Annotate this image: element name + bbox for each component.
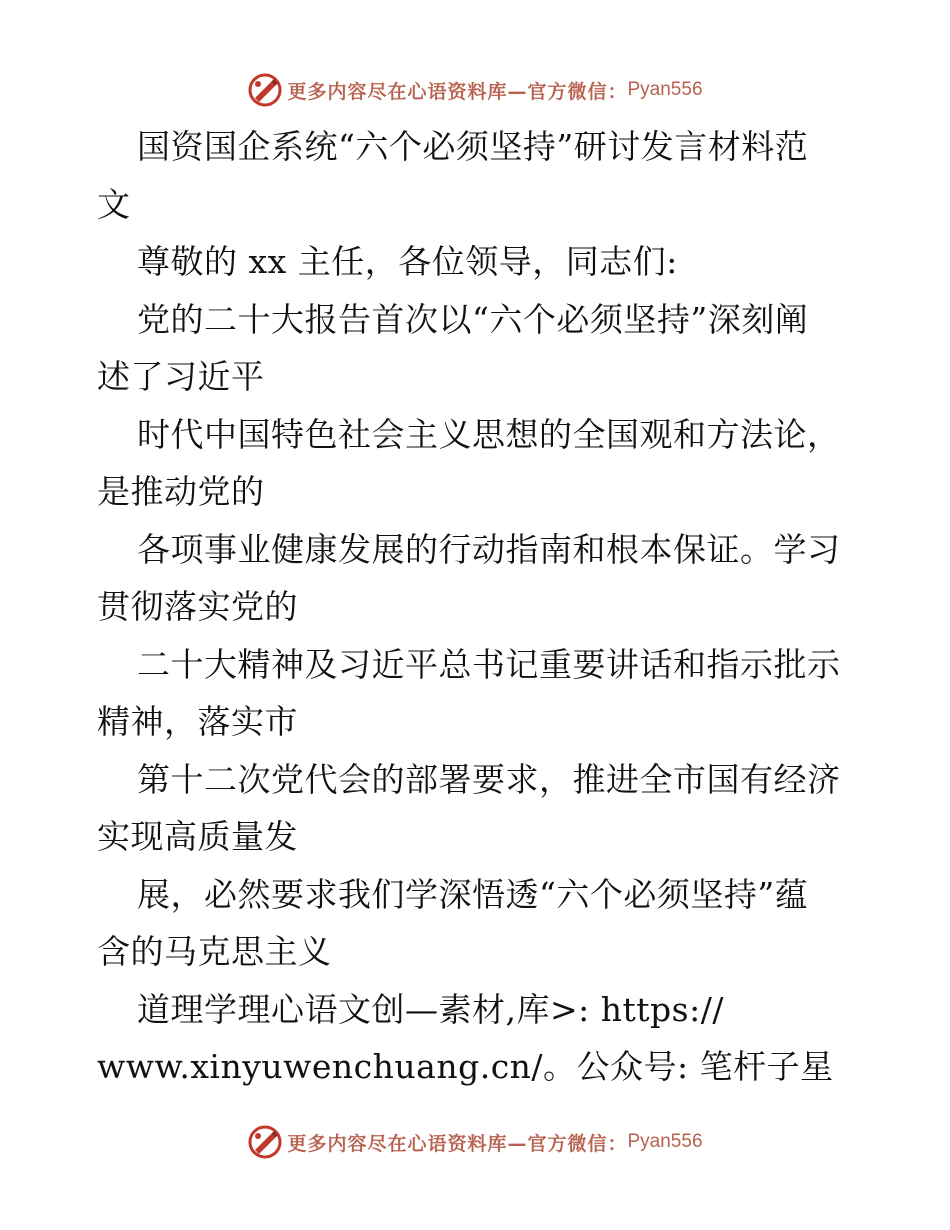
paragraph-line: 二十大精神及习近平总书记重要讲话和指示批示 bbox=[137, 644, 841, 684]
paragraph-line: 是推动党的 bbox=[97, 472, 265, 511]
footer-banner bbox=[0, 1122, 950, 1162]
title-line-2: 文 bbox=[97, 184, 131, 224]
salutation: 尊敬的 xx 主任，各位领导，同志们: bbox=[137, 242, 678, 281]
paragraph-line: 时代中国特色社会主义思想的全国观和方法论， bbox=[137, 414, 841, 454]
paragraph-line: 贯彻落实党的 bbox=[97, 587, 298, 626]
pen-logo-icon bbox=[247, 1124, 283, 1160]
banner-text: 更多内容尽在心语资料库—官方微信： bbox=[287, 1132, 628, 1155]
paragraph-line: www.xinyuwenchuang.cn/。公众号: 笔杆子星 bbox=[97, 1047, 834, 1086]
paragraph-line: 含的马克思主义 bbox=[97, 932, 332, 971]
paragraph-line: 党的二十大报告首次以“六个必须坚持”深刻阐 bbox=[137, 299, 809, 339]
paragraph-line: 展，必然要求我们学深悟透“六个必须坚持”蕴 bbox=[137, 874, 809, 914]
banner-text: 更多内容尽在心语资料库—官方微信： bbox=[287, 80, 628, 103]
paragraph-line: 述了习近平 bbox=[97, 357, 265, 396]
banner-wechat-id: Pyan556 bbox=[627, 1131, 703, 1152]
banner-wechat-id: Pyan556 bbox=[627, 79, 703, 100]
paragraph-line: 精神，落实市 bbox=[97, 702, 298, 741]
document-body bbox=[97, 118, 857, 1096]
paragraph-line: 道理学理心语文创—素材,库>: https:// bbox=[137, 989, 724, 1029]
pen-logo-icon bbox=[247, 72, 283, 108]
title-line-1: 国资国企系统“六个必须坚持”研讨发言材料范 bbox=[137, 127, 809, 166]
paragraph-line: 各项事业健康发展的行动指南和根本保证。学习 bbox=[137, 529, 841, 569]
header-banner bbox=[0, 70, 950, 110]
paragraph-line: 第十二次党代会的部署要求，推进全市国有经济 bbox=[137, 759, 841, 799]
paragraph-line: 实现高质量发 bbox=[97, 817, 298, 856]
